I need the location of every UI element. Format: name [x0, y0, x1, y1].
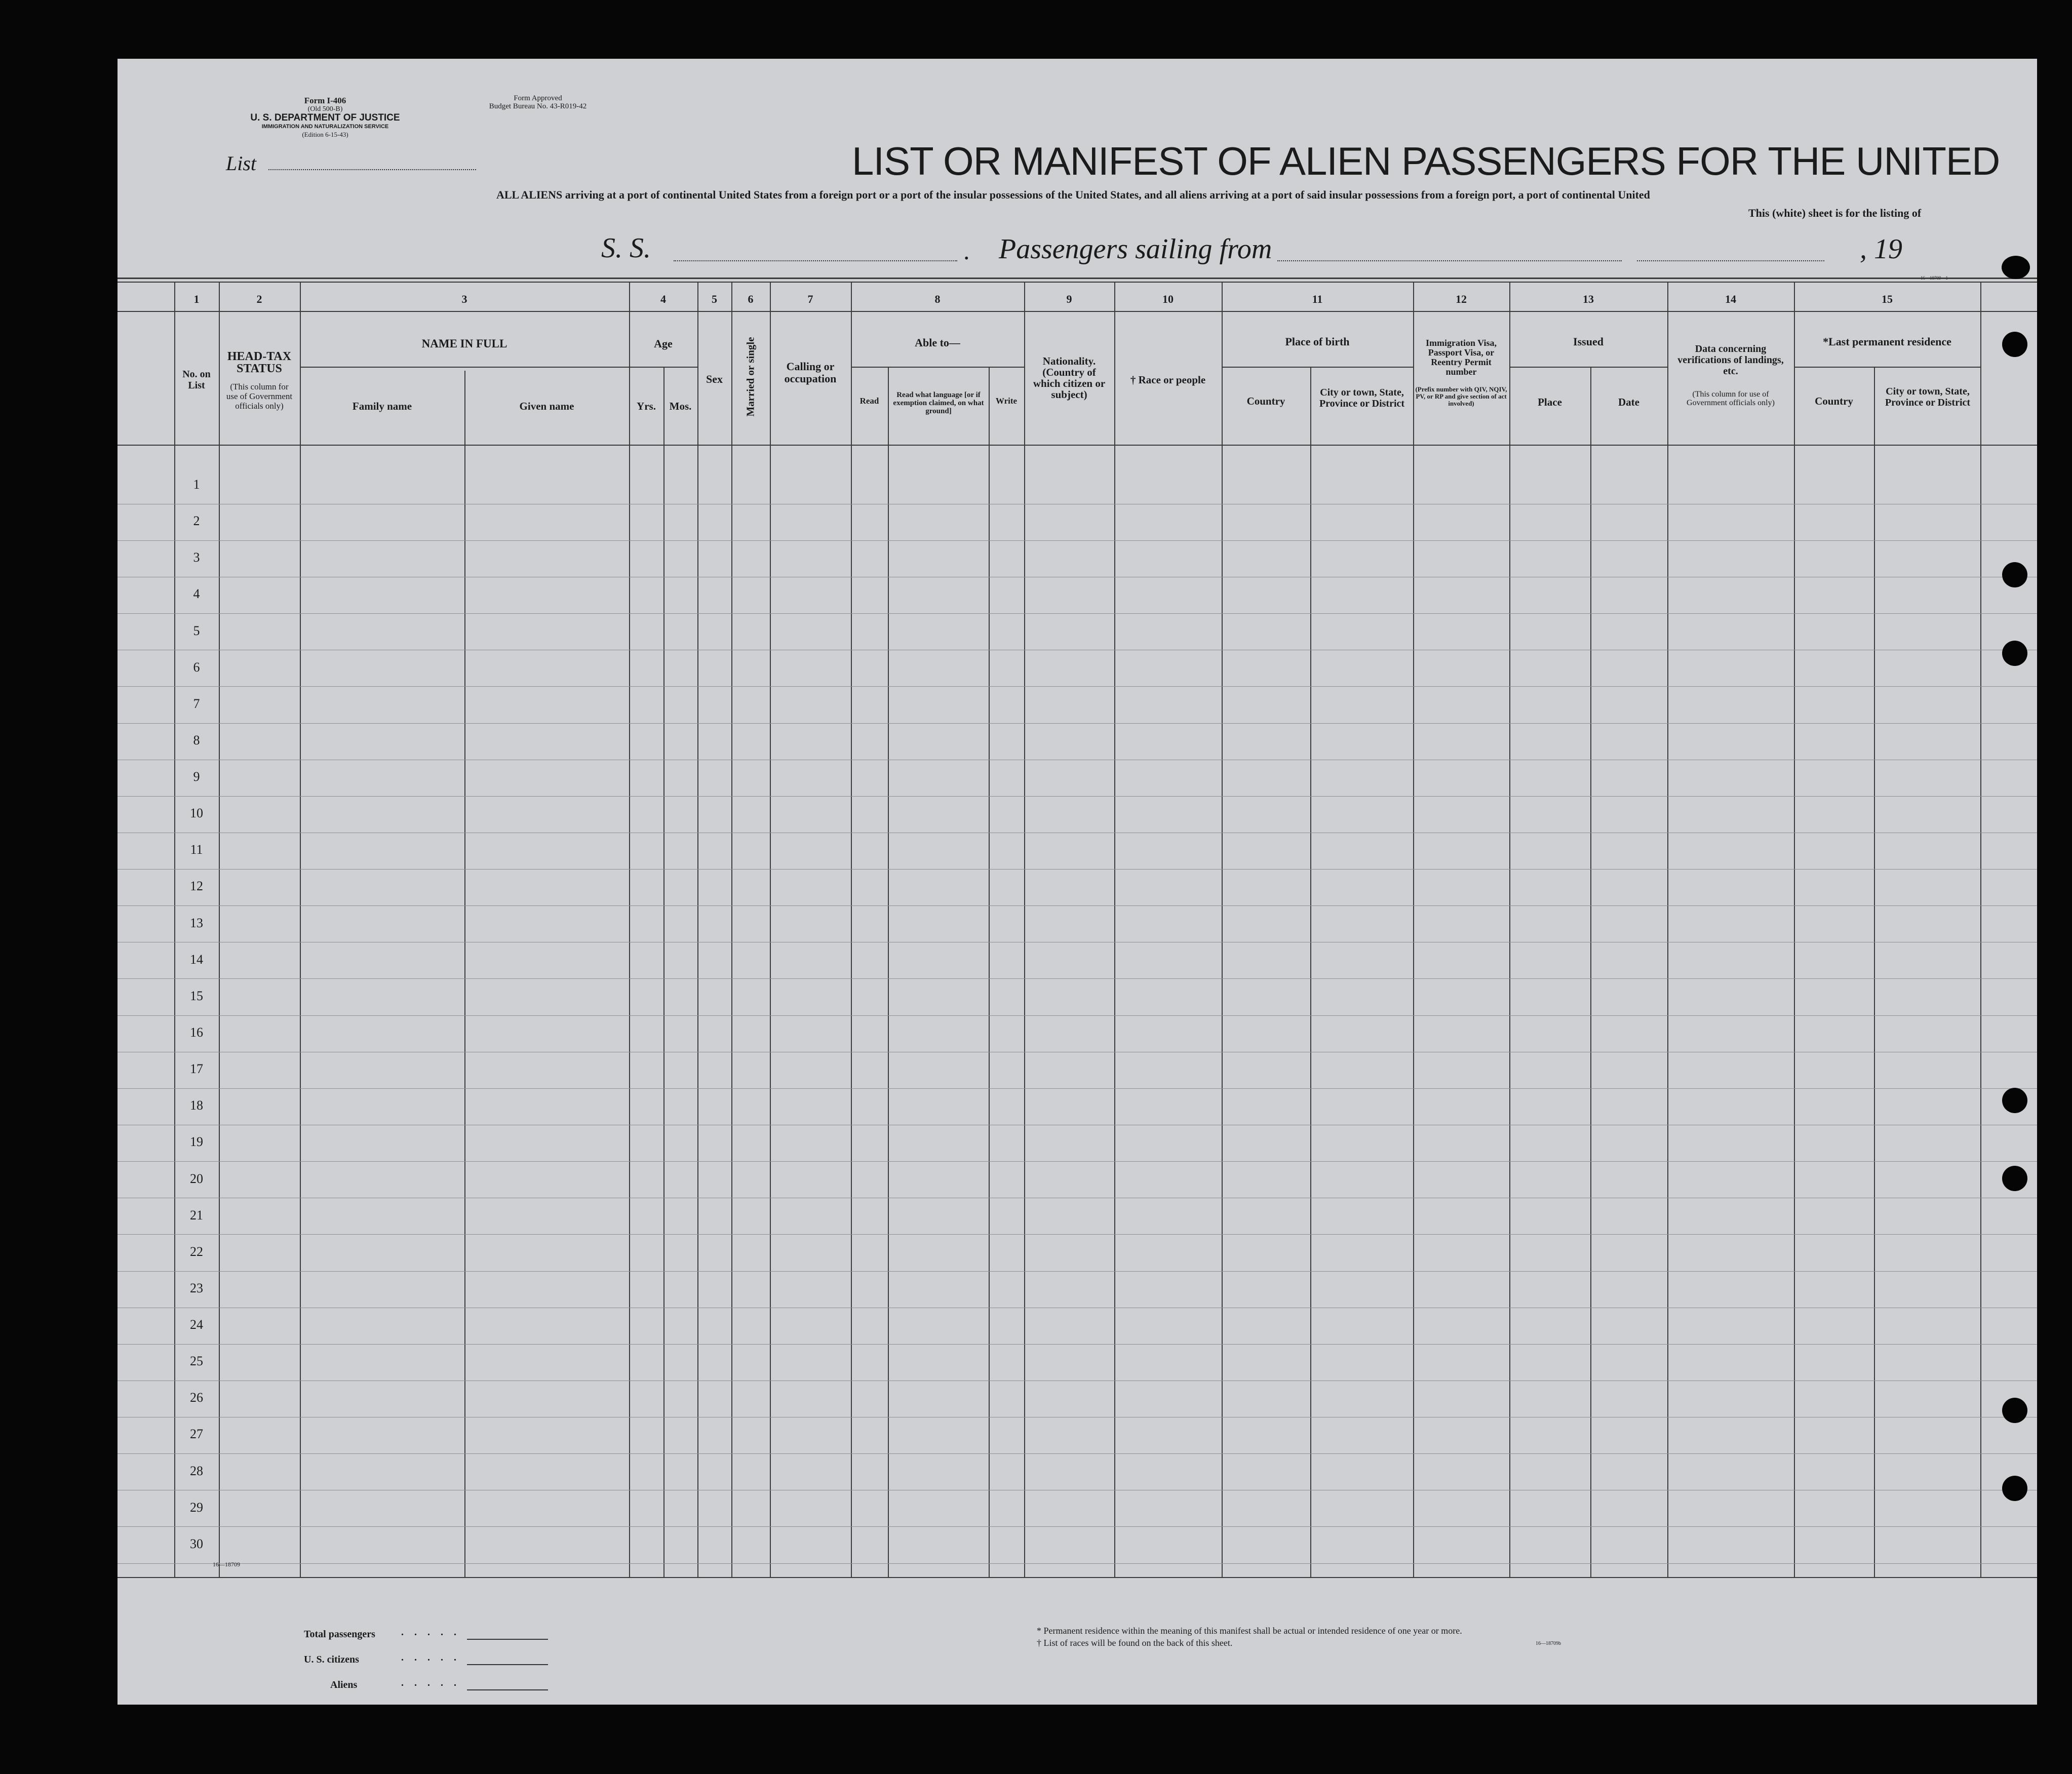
row-number: 17	[190, 1061, 203, 1077]
leader-dots: . . . . .	[401, 1677, 460, 1688]
row-number: 6	[193, 659, 200, 675]
row-number: 23	[190, 1280, 203, 1295]
row-rule	[118, 905, 2037, 906]
col-divider	[300, 282, 301, 1578]
col-divider	[219, 282, 220, 1578]
row-rule	[118, 978, 2037, 979]
col-divider	[1667, 282, 1668, 1578]
header-birth-country: Country	[1246, 395, 1285, 407]
footnote-races: † List of races will be found on the back of this sheet.	[1037, 1638, 1233, 1648]
col-divider	[1980, 282, 1981, 1578]
sailing-port-field[interactable]	[1277, 260, 1622, 261]
name-subheader-line	[300, 367, 629, 368]
header-birth-city: City or town, State, Province or District	[1319, 387, 1405, 409]
row-number: 26	[190, 1390, 203, 1405]
row-rule	[118, 796, 2037, 797]
sailing-date-field[interactable]	[1637, 260, 1824, 261]
approval-line-2: Budget Bureau No. 43-R019-42	[489, 102, 587, 110]
aliens-label: Aliens	[330, 1679, 358, 1690]
birth-subheader-line	[1222, 367, 1413, 368]
header-last-residence: *Last permanent residence	[1823, 335, 1951, 348]
department-name: U. S. DEPARTMENT OF JUSTICE	[250, 112, 400, 123]
row-rule	[118, 1015, 2037, 1016]
subtitle-line-1: ALL ALIENS arriving at a port of continental United States from a foreign port or a port of the insular possessions of the United States, and all aliens arriving at a port of said insular possessions from a foreign port, a port of continental United	[496, 188, 1650, 201]
able-subheader-line	[851, 367, 1024, 368]
header-race-or-people: † Race or people	[1130, 374, 1206, 386]
row-number: 15	[190, 988, 203, 1003]
col-number-14: 14	[1725, 293, 1736, 305]
punch-hole	[2002, 562, 2027, 587]
col-divider	[1794, 282, 1795, 1578]
header-bottom-border	[118, 445, 2037, 446]
header-data-concerning: Data concerning verifications of landings, etc.	[1677, 343, 1784, 377]
col-divider	[731, 282, 732, 1578]
header-given-name: Given name	[519, 400, 574, 412]
ss-label: S. S.	[601, 232, 651, 264]
issued-subheader-line	[1509, 367, 1667, 368]
col-divider	[1310, 368, 1311, 1578]
col-number-3: 3	[461, 293, 467, 305]
row-rule	[118, 540, 2037, 541]
col-number-6: 6	[748, 293, 754, 305]
col-number-4: 4	[660, 293, 666, 305]
col-divider	[697, 282, 698, 1578]
table-bottom-border	[118, 1577, 2037, 1578]
year-prefix: , 19	[1860, 233, 1902, 265]
col-divider	[989, 368, 990, 1578]
col-divider	[663, 368, 664, 1578]
col-number-13: 13	[1583, 293, 1594, 305]
col-number-15: 15	[1882, 293, 1893, 305]
row-rule	[118, 723, 2037, 724]
row-rule	[118, 1088, 2037, 1089]
col-number-12: 12	[1456, 293, 1467, 305]
list-number-field[interactable]	[268, 169, 476, 170]
header-able-to: Able to—	[915, 336, 960, 349]
bottom-code: 16—18709	[213, 1561, 240, 1568]
row-rule	[118, 1563, 2037, 1564]
row-number: 13	[190, 915, 203, 930]
header-read: Read	[859, 396, 879, 406]
col-number-5: 5	[712, 293, 717, 305]
row-rule	[118, 1234, 2037, 1235]
leader-dots: . . . . .	[401, 1652, 460, 1663]
sailing-label: Passengers sailing from	[999, 233, 1272, 265]
row-number: 18	[190, 1098, 203, 1113]
total-passengers-label: Total passengers	[304, 1629, 375, 1640]
table-top-border	[118, 278, 2037, 279]
punch-hole	[2002, 641, 2027, 666]
col-divider	[1114, 282, 1115, 1578]
us-citizens-label: U. S. citizens	[304, 1654, 359, 1665]
residence-subheader-line	[1794, 367, 1980, 368]
col-divider	[1874, 368, 1875, 1578]
col-divider	[1024, 282, 1025, 1578]
row-number: 1	[193, 477, 200, 492]
row-number: 3	[193, 550, 200, 565]
old-form-number: (Old 500-B)	[307, 105, 343, 113]
row-rule	[118, 869, 2037, 870]
table-top-border-inner	[118, 282, 2037, 283]
header-name-in-full: NAME IN FULL	[421, 337, 507, 350]
form-edition: (Edition 6-15-43)	[302, 131, 348, 138]
list-label: List	[226, 152, 257, 175]
approval-line-1: Form Approved	[514, 94, 562, 102]
col-number-7: 7	[807, 293, 813, 305]
col-divider	[464, 371, 465, 1578]
leader-dots: . . . . .	[401, 1627, 460, 1638]
row-rule	[118, 1526, 2037, 1527]
us-citizens-field[interactable]	[467, 1664, 548, 1665]
row-number: 28	[190, 1463, 203, 1478]
service-name: IMMIGRATION AND NATURALIZATION SERVICE	[261, 124, 389, 130]
header-data-note: (This column for use of Government officials only)	[1687, 390, 1775, 407]
row-number: 14	[190, 952, 203, 967]
header-issued: Issued	[1573, 335, 1604, 348]
header-visa-number: Immigration Visa, Passport Visa, or Reentry Permit number	[1425, 338, 1497, 377]
row-number: 4	[193, 586, 200, 602]
row-rule	[118, 613, 2037, 614]
col-divider	[851, 282, 852, 1578]
punch-hole	[2002, 1398, 2027, 1423]
header-issued-place: Place	[1538, 396, 1562, 408]
row-number: 30	[190, 1536, 203, 1551]
row-number: 21	[190, 1207, 203, 1223]
header-head-tax-status: HEAD-TAX STATUS	[227, 350, 292, 375]
header-residence-country: Country	[1815, 395, 1853, 407]
col-divider	[770, 282, 771, 1578]
col-divider	[888, 368, 889, 1578]
header-age: Age	[654, 337, 673, 350]
row-number: 22	[190, 1244, 203, 1259]
col-divider	[1413, 282, 1414, 1578]
ship-name-field[interactable]	[674, 260, 957, 261]
row-number: 24	[190, 1317, 203, 1332]
punch-hole	[2002, 1476, 2027, 1501]
row-number: 5	[193, 623, 200, 638]
col-number-8: 8	[934, 293, 941, 305]
header-married-or-single: Married or single	[744, 337, 757, 417]
row-number: 7	[193, 696, 200, 711]
row-number: 27	[190, 1427, 203, 1442]
row-rule	[118, 1453, 2037, 1454]
row-number: 20	[190, 1171, 203, 1186]
header-residence-city: City or town, State, Province or District	[1885, 386, 1971, 408]
header-place-of-birth: Place of birth	[1285, 335, 1350, 348]
header-write: Write	[995, 396, 1018, 406]
row-rule	[118, 1344, 2037, 1345]
row-number: 2	[193, 514, 200, 529]
header-age-months: Mos.	[669, 400, 692, 412]
col-divider	[1222, 282, 1223, 1578]
row-rule	[118, 686, 2037, 687]
header-calling-occupation: Calling or occupation	[784, 360, 837, 385]
col-number-2: 2	[256, 293, 262, 305]
row-number: 16	[190, 1025, 203, 1040]
header-visa-note: (Prefix number with QIV, NQIV, PV, or RP and give section of act involved)	[1415, 385, 1507, 407]
age-subheader-line	[629, 367, 697, 368]
header-read-language: Read what language [or if exemption claimed, on what ground]	[893, 391, 984, 415]
row-number: 8	[193, 732, 200, 747]
manifest-sheet	[118, 59, 2037, 1705]
header-age-years: Yrs.	[637, 400, 656, 412]
footnote-permanent-residence: * Permanent residence within the meaning of this manifest shall be actual or intended residence of one year or more.	[1037, 1626, 1462, 1636]
column-number-divider	[118, 311, 2037, 312]
col-divider	[1509, 282, 1510, 1578]
row-rule	[118, 1271, 2037, 1272]
row-number: 9	[193, 769, 200, 784]
page-title: LIST OR MANIFEST OF ALIEN PASSENGERS FOR THE UNITED	[852, 139, 2000, 183]
row-number: 19	[190, 1134, 203, 1150]
subtitle-line-2: This (white) sheet is for the listing of	[1748, 207, 1922, 219]
header-no-on-list: No. on List	[182, 369, 211, 391]
punch-hole	[2002, 332, 2027, 357]
header-nationality: Nationality. (Country of which citizen or subject)	[1033, 355, 1106, 401]
row-number: 25	[190, 1354, 203, 1369]
col-divider	[629, 282, 630, 1578]
header-head-tax-note: (This column for use of Government officials only)	[226, 382, 293, 411]
col-number-10: 10	[1162, 293, 1174, 305]
row-number: 29	[190, 1500, 203, 1515]
form-number: Form I-406	[304, 96, 346, 105]
footnote-code: 16—18709b	[1536, 1641, 1561, 1646]
row-number: 10	[190, 806, 203, 821]
header-issued-date: Date	[1618, 396, 1639, 408]
row-number: 12	[190, 879, 203, 894]
punch-hole	[2002, 256, 2030, 279]
separator-dot: .	[963, 236, 970, 265]
col-divider	[1590, 368, 1591, 1578]
col-number-1: 1	[193, 293, 200, 305]
total-passengers-field[interactable]	[467, 1639, 548, 1640]
row-rule	[118, 1161, 2037, 1162]
punch-hole	[2002, 1166, 2027, 1191]
col-number-9: 9	[1066, 293, 1072, 305]
row-number: 11	[190, 842, 203, 857]
punch-hole	[2002, 1088, 2027, 1113]
col-number-11: 11	[1312, 293, 1323, 305]
header-sex: Sex	[706, 373, 723, 385]
aliens-field[interactable]	[467, 1689, 548, 1690]
header-family-name: Family name	[352, 400, 412, 412]
